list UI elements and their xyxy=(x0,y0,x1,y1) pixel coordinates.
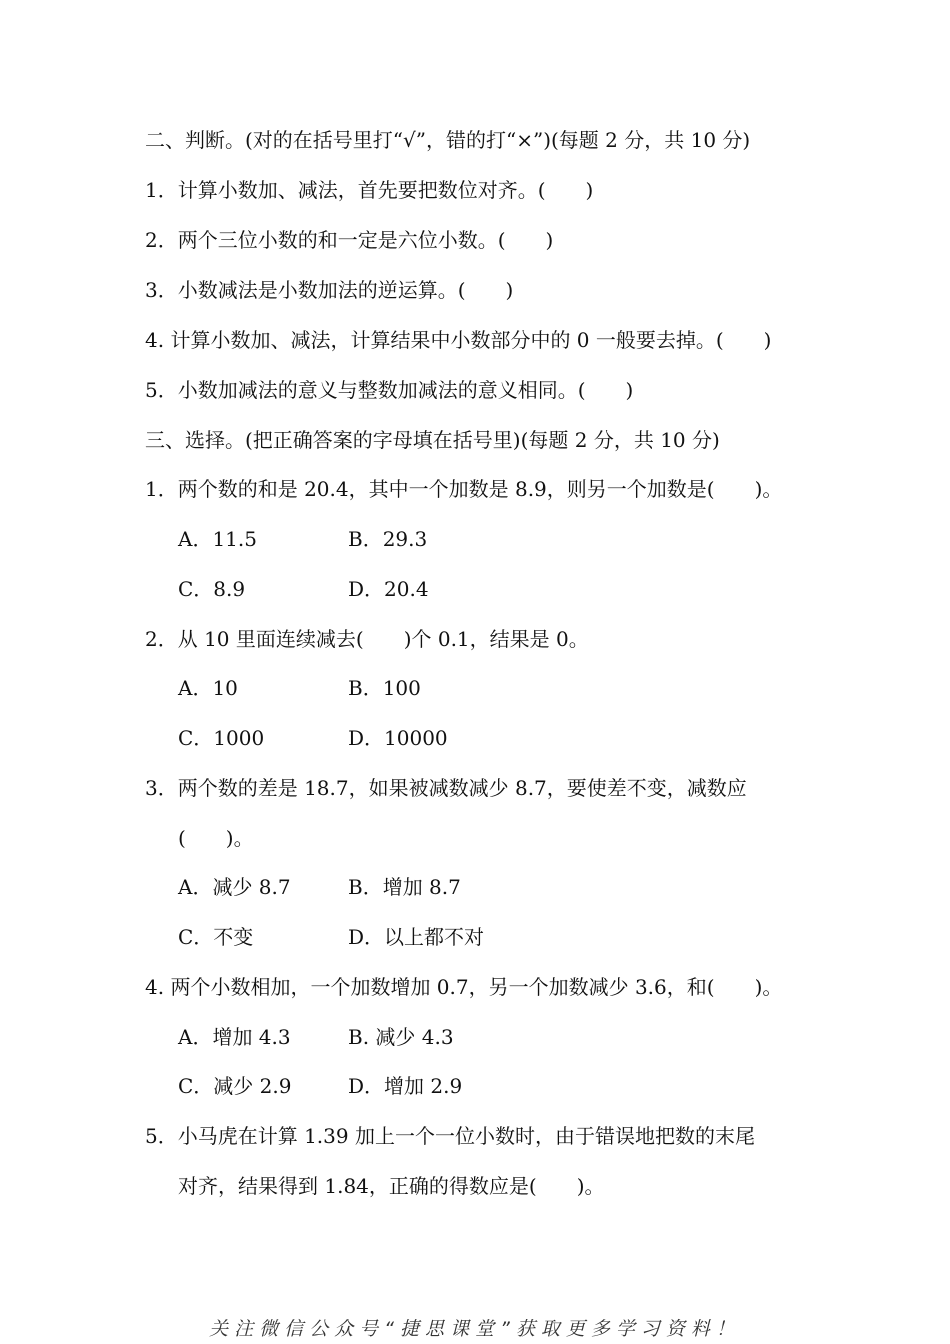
q1-option-d: D．20.4 xyxy=(348,577,429,601)
q3-option-a: A．减少 8.7 xyxy=(178,875,291,899)
choice-question-4: 4. 两个小数相加，一个加数增加 0.7，另一个加数减少 3.6，和( )。 xyxy=(145,975,783,999)
q2-option-a: A．10 xyxy=(178,676,238,700)
q1-option-b: B．29.3 xyxy=(348,527,428,551)
choice-question-1: 1．两个数的和是 20.4，其中一个加数是 8.9，则另一个加数是( )。 xyxy=(145,477,783,501)
judge-item-1: 1．计算小数加、减法，首先要把数位对齐。( ) xyxy=(145,178,594,202)
section3-title: 三、选择。(把正确答案的字母填在括号里)(每题 2 分，共 10 分) xyxy=(145,428,720,452)
q1-option-a: A．11.5 xyxy=(178,527,257,551)
q1-option-c: C．8.9 xyxy=(178,577,246,601)
choice-question-3: 3．两个数的差是 18.7，如果被减数减少 8.7，要使差不变，减数应 xyxy=(145,776,747,800)
judge-item-5: 5．小数加减法的意义与整数加减法的意义相同。( ) xyxy=(145,378,634,402)
section2-title: 二、判断。(对的在括号里打“√”，错的打“×”)(每题 2 分，共 10 分) xyxy=(145,128,751,152)
choice-question-5-cont: 对齐，结果得到 1.84，正确的得数应是( )。 xyxy=(178,1174,605,1198)
choice-question-5: 5．小马虎在计算 1.39 加上一个一位小数时，由于错误地把数的末尾 xyxy=(145,1124,755,1148)
q3-option-c: C．不变 xyxy=(178,925,254,949)
choice-question-2: 2．从 10 里面连续减去( )个 0.1，结果是 0。 xyxy=(145,627,589,651)
q2-option-c: C．1000 xyxy=(178,726,265,750)
q3-option-b: B．增加 8.7 xyxy=(348,875,461,899)
judge-item-3: 3．小数减法是小数加法的逆运算。( ) xyxy=(145,278,514,302)
q2-option-b: B．100 xyxy=(348,676,421,700)
q2-option-d: D．10000 xyxy=(348,726,448,750)
footer-promo-text: 关注微信公众号“捷思课堂”获取更多学习资料！ xyxy=(209,1318,741,1340)
judge-item-2: 2．两个三位小数的和一定是六位小数。( ) xyxy=(145,228,554,252)
q4-option-c: C．减少 2.9 xyxy=(178,1074,292,1098)
choice-question-3-cont: ( )。 xyxy=(178,826,254,850)
q4-option-d: D．增加 2.9 xyxy=(348,1074,463,1098)
q3-option-d: D．以上都不对 xyxy=(348,925,485,949)
q4-option-b: B. 减少 4.3 xyxy=(348,1025,454,1049)
q4-option-a: A．增加 4.3 xyxy=(178,1025,291,1049)
judge-item-4: 4. 计算小数加、减法，计算结果中小数部分中的 0 一般要去掉。( ) xyxy=(145,328,772,352)
